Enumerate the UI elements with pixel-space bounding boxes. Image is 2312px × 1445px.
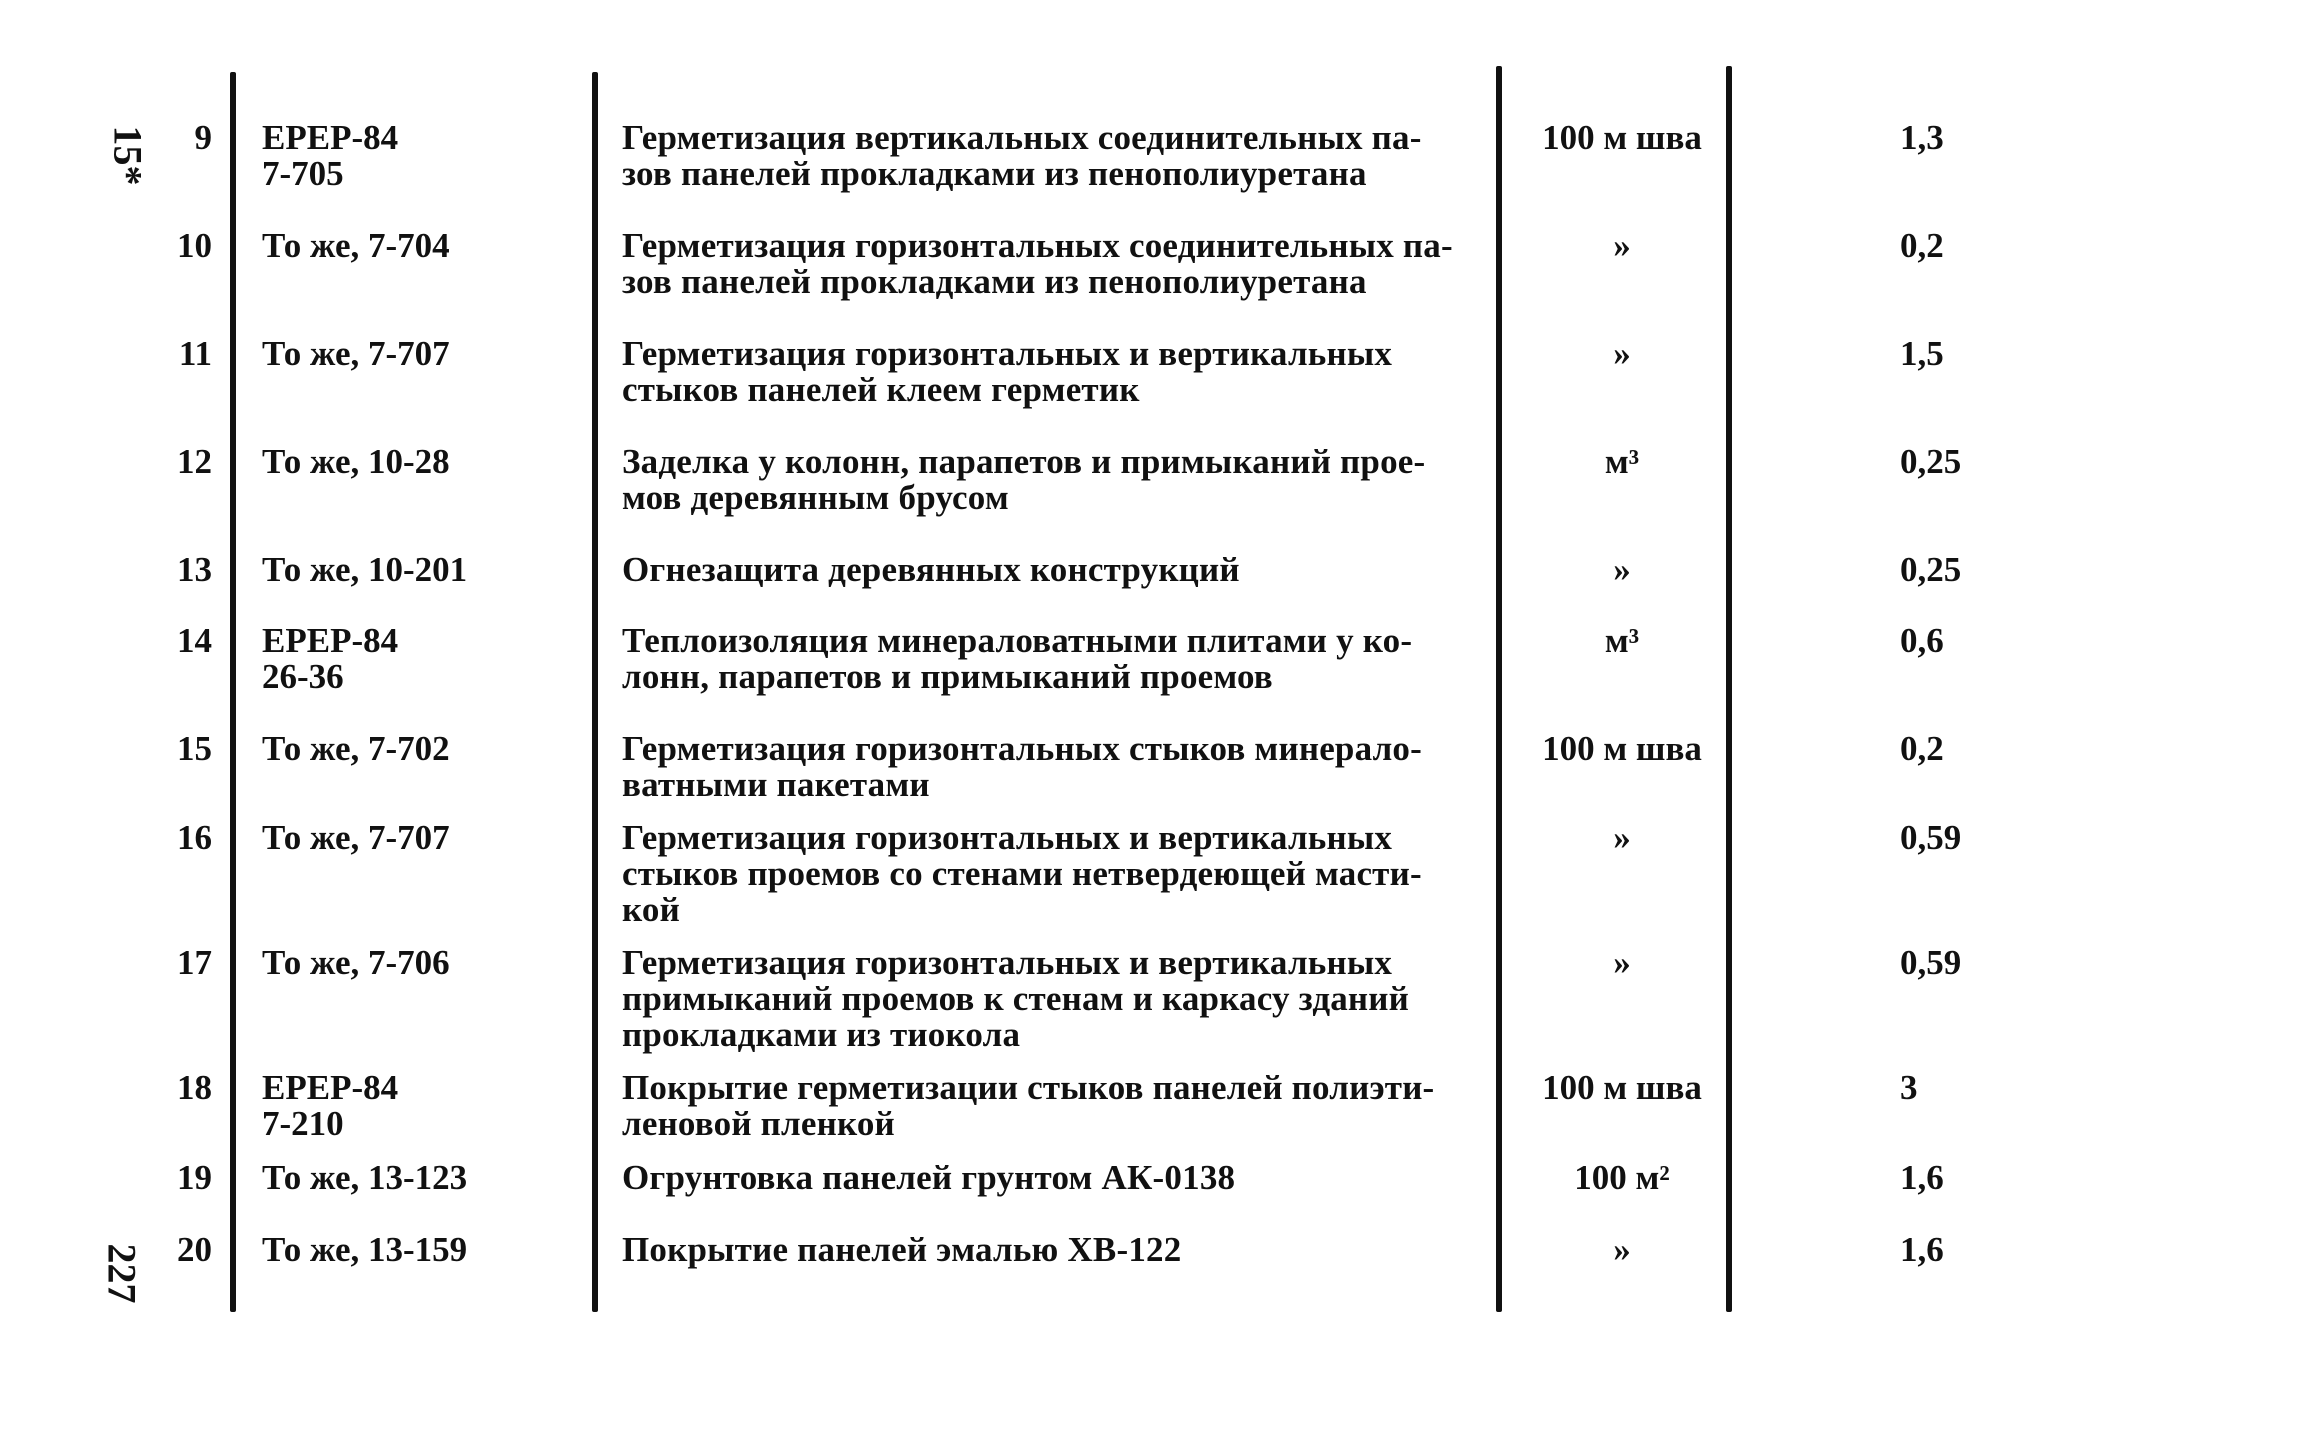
work-description-line: стыков панелей клеем герметик xyxy=(622,370,1140,409)
norm-reference-line: 26-36 xyxy=(262,657,344,696)
row-number: 16 xyxy=(177,818,212,857)
row-number: 18 xyxy=(177,1068,212,1107)
unit-of-measure: 100 м шва xyxy=(1542,729,1702,768)
norm-reference-line: То же, 13-159 xyxy=(262,1230,468,1269)
work-description-line: Покрытие герметизации стыков панелей полиэти- xyxy=(622,1068,1435,1107)
norm-reference xyxy=(262,336,582,372)
row-number: 14 xyxy=(177,621,212,660)
work-description-line: Герметизация горизонтальных и вертикальных xyxy=(622,818,1393,857)
work-description xyxy=(622,552,1482,588)
work-description-line: Огрунтовка панелей грунтом АК-0138 xyxy=(622,1158,1236,1197)
row-number: 17 xyxy=(177,943,212,982)
unit-of-measure: » xyxy=(1613,550,1631,589)
work-description-line: мов деревянным брусом xyxy=(622,478,1009,517)
norm-reference xyxy=(262,444,582,480)
work-description xyxy=(622,120,1482,192)
row-number: 12 xyxy=(177,442,212,481)
norm-reference xyxy=(262,120,582,192)
norm-reference-line: То же, 7-706 xyxy=(262,943,450,982)
work-description-line: примыканий проемов к стенам и каркасу зданий xyxy=(622,979,1410,1018)
quantity-value: 1,5 xyxy=(1900,334,1944,373)
row-number: 11 xyxy=(178,334,212,373)
quantity-value: 0,59 xyxy=(1900,818,1962,857)
unit-of-measure: » xyxy=(1613,1230,1631,1269)
norm-reference-line: То же, 7-707 xyxy=(262,334,450,373)
row-number: 10 xyxy=(177,226,212,265)
unit-of-measure: 100 м² xyxy=(1574,1158,1670,1197)
work-description-line: Герметизация горизонтальных соединительных па- xyxy=(622,226,1453,265)
unit-of-measure: » xyxy=(1613,943,1631,982)
work-description-line: Заделка у колонн, парапетов и примыканий прое- xyxy=(622,442,1426,481)
work-description xyxy=(622,731,1482,803)
work-description xyxy=(622,228,1482,300)
norm-reference xyxy=(262,731,582,767)
quantity-value: 1,6 xyxy=(1900,1230,1944,1269)
quantity-value: 0,6 xyxy=(1900,621,1944,660)
norm-reference xyxy=(262,1160,582,1196)
work-description-line: лонн, парапетов и примыканий проемов xyxy=(622,657,1273,696)
work-description xyxy=(622,945,1482,1053)
norm-reference-line: ЕРЕР-84 xyxy=(262,1068,399,1107)
norm-reference xyxy=(262,820,582,856)
work-description-line: Покрытие панелей эмалью ХВ-122 xyxy=(622,1230,1182,1269)
work-description-line: леновой пленкой xyxy=(622,1104,895,1143)
unit-of-measure: 100 м шва xyxy=(1542,1068,1702,1107)
work-description-line: Герметизация горизонтальных и вертикальных xyxy=(622,334,1393,373)
work-description xyxy=(622,1232,1482,1268)
work-description-line: Теплоизоляция минераловатными плитами у ко- xyxy=(622,621,1413,660)
work-description-line: ватными пакетами xyxy=(622,765,930,804)
column-rule-2 xyxy=(592,72,598,1312)
row-number: 20 xyxy=(177,1230,212,1269)
unit-of-measure: » xyxy=(1613,334,1631,373)
quantity-value: 0,25 xyxy=(1900,442,1962,481)
page-number: 227 xyxy=(99,1243,145,1304)
unit-of-measure: » xyxy=(1613,226,1631,265)
unit-of-measure: » xyxy=(1613,818,1631,857)
quantity-value: 0,2 xyxy=(1900,226,1944,265)
work-description xyxy=(622,623,1482,695)
row-number: 15 xyxy=(177,729,212,768)
norm-reference xyxy=(262,1070,582,1142)
norm-reference-line: То же, 10-201 xyxy=(262,550,468,589)
norm-reference xyxy=(262,228,582,264)
work-description-line: зов панелей прокладками из пенополиуретана xyxy=(622,262,1367,301)
unit-of-measure: 100 м шва xyxy=(1542,118,1702,157)
work-description-line: стыков проемов со стенами нетвердеющей масти- xyxy=(622,854,1422,893)
work-description-line: Огнезащита деревянных конструкций xyxy=(622,550,1240,589)
work-description-line: прокладками из тиокола xyxy=(622,1015,1021,1054)
quantity-value: 3 xyxy=(1900,1068,1918,1107)
norm-reference-line: То же, 10-28 xyxy=(262,442,450,481)
work-description-line: Герметизация горизонтальных стыков минерало- xyxy=(622,729,1422,768)
work-description-line: кой xyxy=(622,890,680,929)
row-number: 13 xyxy=(177,550,212,589)
work-description-line: Герметизация вертикальных соединительных па- xyxy=(622,118,1422,157)
quantity-value: 0,59 xyxy=(1900,943,1962,982)
norm-reference xyxy=(262,623,582,695)
work-description xyxy=(622,336,1482,408)
row-number: 9 xyxy=(194,118,212,157)
norm-reference-line: 7-210 xyxy=(262,1104,344,1143)
norm-reference xyxy=(262,1232,582,1268)
quantity-value: 1,3 xyxy=(1900,118,1944,157)
unit-of-measure: м³ xyxy=(1604,621,1640,660)
norm-reference xyxy=(262,552,582,588)
sheet-mark: 15* xyxy=(105,125,151,186)
norm-reference-line: То же, 7-702 xyxy=(262,729,450,768)
column-rule-1 xyxy=(230,72,236,1312)
norm-reference-line: То же, 7-704 xyxy=(262,226,450,265)
work-description xyxy=(622,1160,1482,1196)
norm-reference-line: То же, 13-123 xyxy=(262,1158,468,1197)
quantity-value: 0,2 xyxy=(1900,729,1944,768)
work-description xyxy=(622,1070,1482,1142)
norm-reference-line: ЕРЕР-84 xyxy=(262,118,399,157)
norm-reference xyxy=(262,945,582,981)
row-number: 19 xyxy=(177,1158,212,1197)
quantity-value: 0,25 xyxy=(1900,550,1962,589)
work-description-line: Герметизация горизонтальных и вертикальных xyxy=(622,943,1393,982)
quantity-value: 1,6 xyxy=(1900,1158,1944,1197)
norm-reference-line: То же, 7-707 xyxy=(262,818,450,857)
work-description xyxy=(622,444,1482,516)
norm-reference-line: 7-705 xyxy=(262,154,344,193)
norm-reference-line: ЕРЕР-84 xyxy=(262,621,399,660)
unit-of-measure: м³ xyxy=(1604,442,1640,481)
column-rule-3 xyxy=(1496,66,1502,1312)
work-description xyxy=(622,820,1482,928)
work-description-line: зов панелей прокладками из пенополиуретана xyxy=(622,154,1367,193)
